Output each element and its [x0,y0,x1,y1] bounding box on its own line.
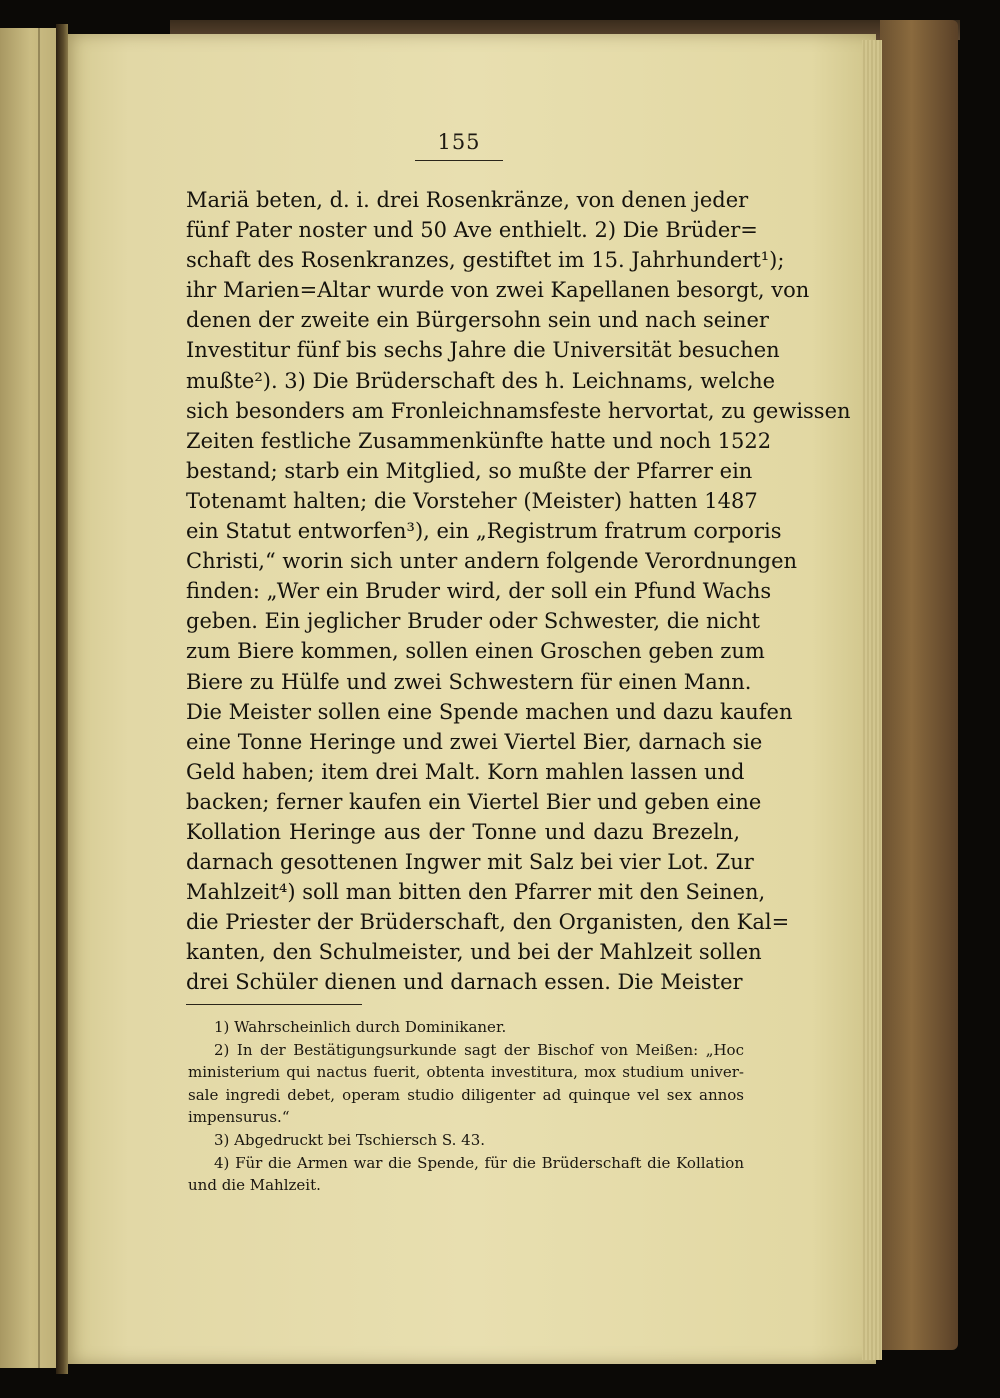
text-line: denen der zweite ein Bürgersohn sein und nach seiner [186,308,769,333]
footnote-line: 3) Abgedruckt bei Tschiersch S. 43. [214,1130,486,1149]
footnotes [188,1016,744,1197]
text-line: Geld haben; item drei Malt. Korn mahlen lassen und [186,759,745,784]
text-line: kanten, den Schulmeister, und bei der Mahlzeit sollen [186,940,762,965]
text-line: schaft des Rosenkranzes, gestiftet im 15. Jahrhundert¹); [186,248,785,273]
page-number: 155 [415,130,503,161]
footnote-line: und die Mahlzeit. [188,1176,321,1195]
footnote-line: sale ingredi debet, operam studio diligenter ad quinque vel sex annos [188,1085,744,1104]
text-line: Investitur fünf bis sechs Jahre die Universität besuchen [186,338,780,363]
footnote-line: impensurus.“ [188,1108,290,1127]
text-line: sich besonders am Fronleichnamsfeste hervortat, zu gewissen [186,398,851,423]
body-text [186,185,851,998]
footnote-line: 4) Für die Armen war die Spende, für die Brüderschaft die Kollation [214,1153,744,1172]
text-line: backen; ferner kaufen ein Viertel Bier und geben eine [186,789,762,814]
text-line: die Priester der Brüderschaft, den Organisten, den Kal= [186,910,790,935]
footnote-line: ministerium qui nactus fuerit, obtenta investitura, mox studium univer- [188,1063,744,1082]
page-edges [862,40,882,1360]
text-line: drei Schüler dienen und darnach essen. Die Meister [186,970,743,995]
text-line: Kollation Heringe aus der Tonne und dazu Brezeln, [186,819,740,844]
text-line: Zeiten festliche Zusammenkünfte hatte und noch 1522 [186,428,772,453]
text-line: Biere zu Hülfe und zwei Schwestern für einen Mann. [186,669,752,694]
text-line: mußte²). 3) Die Brüderschaft des h. Leichnams, welche [186,368,776,393]
book-cover-board [880,20,958,1350]
text-line: Totenamt halten; die Vorsteher (Meister) hatten 1487 [186,488,758,513]
text-line: ihr Marien=Altar wurde von zwei Kapellanen besorgt, von [186,278,810,303]
text-line: eine Tonne Heringe und zwei Viertel Bier, darnach sie [186,729,763,754]
text-line: darnach gesottenen Ingwer mit Salz bei vier Lot. Zur [186,850,754,875]
left-page-edge [0,28,59,1368]
footnote-line: 1) Wahrscheinlich durch Dominikaner. [214,1018,507,1036]
footnote-line: 2) In der Bestätigungsurkunde sagt der Bischof von Meißen: „Hoc [214,1040,744,1059]
text-line: zum Biere kommen, sollen einen Groschen geben zum [186,639,765,664]
text-line: finden: „Wer ein Bruder wird, der soll ein Pfund Wachs [186,579,772,604]
text-line: geben. Ein jeglicher Bruder oder Schwester, die nicht [186,609,760,634]
book-gutter [56,24,68,1374]
text-line: Christi,“ worin sich unter andern folgende Verordnungen [186,549,798,574]
footnote-divider [186,1004,362,1005]
text-line: fünf Pater noster und 50 Ave enthielt. 2) Die Brüder= [186,218,758,243]
text-line: ein Statut entworfen³), ein „Registrum fratrum corporis [186,519,782,544]
text-line: bestand; starb ein Mitglied, so mußte der Pfarrer ein [186,458,753,483]
text-line: Mahlzeit⁴) soll man bitten den Pfarrer mit den Seinen, [186,880,766,905]
text-line: Die Meister sollen eine Spende machen und dazu kaufen [186,699,793,724]
text-line: Mariä beten, d. i. drei Rosenkränze, von denen jeder [186,188,749,212]
